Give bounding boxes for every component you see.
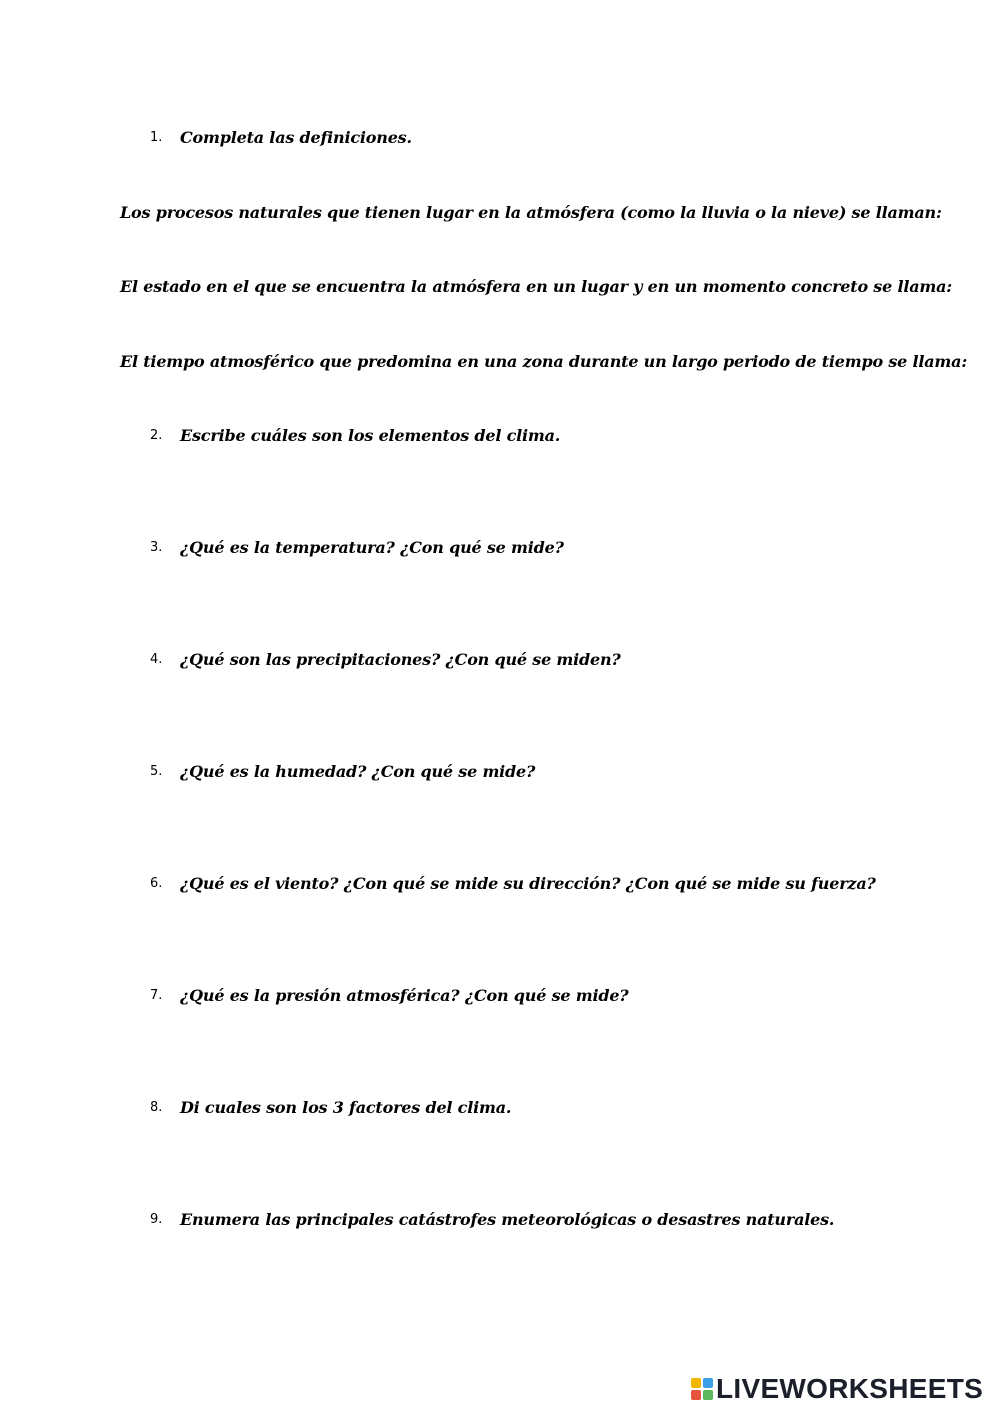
- question-number: 9.: [150, 1212, 163, 1227]
- question-text: Enumera las principales catástrofes meteorológicas o desastres naturales.: [180, 1210, 835, 1229]
- question-text: Escribe cuáles son los elementos del clima.: [180, 426, 561, 445]
- question-text: ¿Qué es el viento? ¿Con qué se mide su dirección? ¿Con qué se mide su fuerza?: [180, 874, 876, 893]
- question-number: 3.: [150, 540, 163, 555]
- logo-tile: [691, 1390, 701, 1400]
- definition-3: El tiempo atmosférico que predomina en una zona durante un largo periodo de tiempo se llama:: [120, 352, 968, 371]
- question-text: ¿Qué es la temperatura? ¿Con qué se mide?: [180, 538, 564, 557]
- logo-tile: [691, 1378, 701, 1388]
- question-text: Di cuales son los 3 factores del clima.: [180, 1098, 512, 1117]
- question-text: ¿Qué son las precipitaciones? ¿Con qué se miden?: [180, 650, 621, 669]
- definition-1: Los procesos naturales que tienen lugar en la atmósfera (como la lluvia o la nieve) se llaman:: [120, 203, 942, 222]
- question-text: ¿Qué es la presión atmosférica? ¿Con qué se mide?: [180, 986, 629, 1005]
- logo-tiles-icon: [691, 1378, 713, 1400]
- logo-tile: [703, 1390, 713, 1400]
- question-text: Completa las definiciones.: [180, 128, 412, 147]
- definition-2: El estado en el que se encuentra la atmósfera en un lugar y en un momento concreto se llama:: [120, 277, 952, 296]
- liveworksheets-logo: [691, 1374, 983, 1404]
- question-number: 2.: [150, 428, 163, 443]
- question-number: 6.: [150, 876, 163, 891]
- logo-tile: [703, 1378, 713, 1388]
- logo-text: LIVEWORKSHEETS: [716, 1373, 984, 1404]
- question-number: 8.: [150, 1100, 163, 1115]
- question-number: 5.: [150, 764, 163, 779]
- question-number: 4.: [150, 652, 163, 667]
- question-number: 1.: [150, 130, 163, 145]
- question-number: 7.: [150, 988, 163, 1003]
- question-text: ¿Qué es la humedad? ¿Con qué se mide?: [180, 762, 536, 781]
